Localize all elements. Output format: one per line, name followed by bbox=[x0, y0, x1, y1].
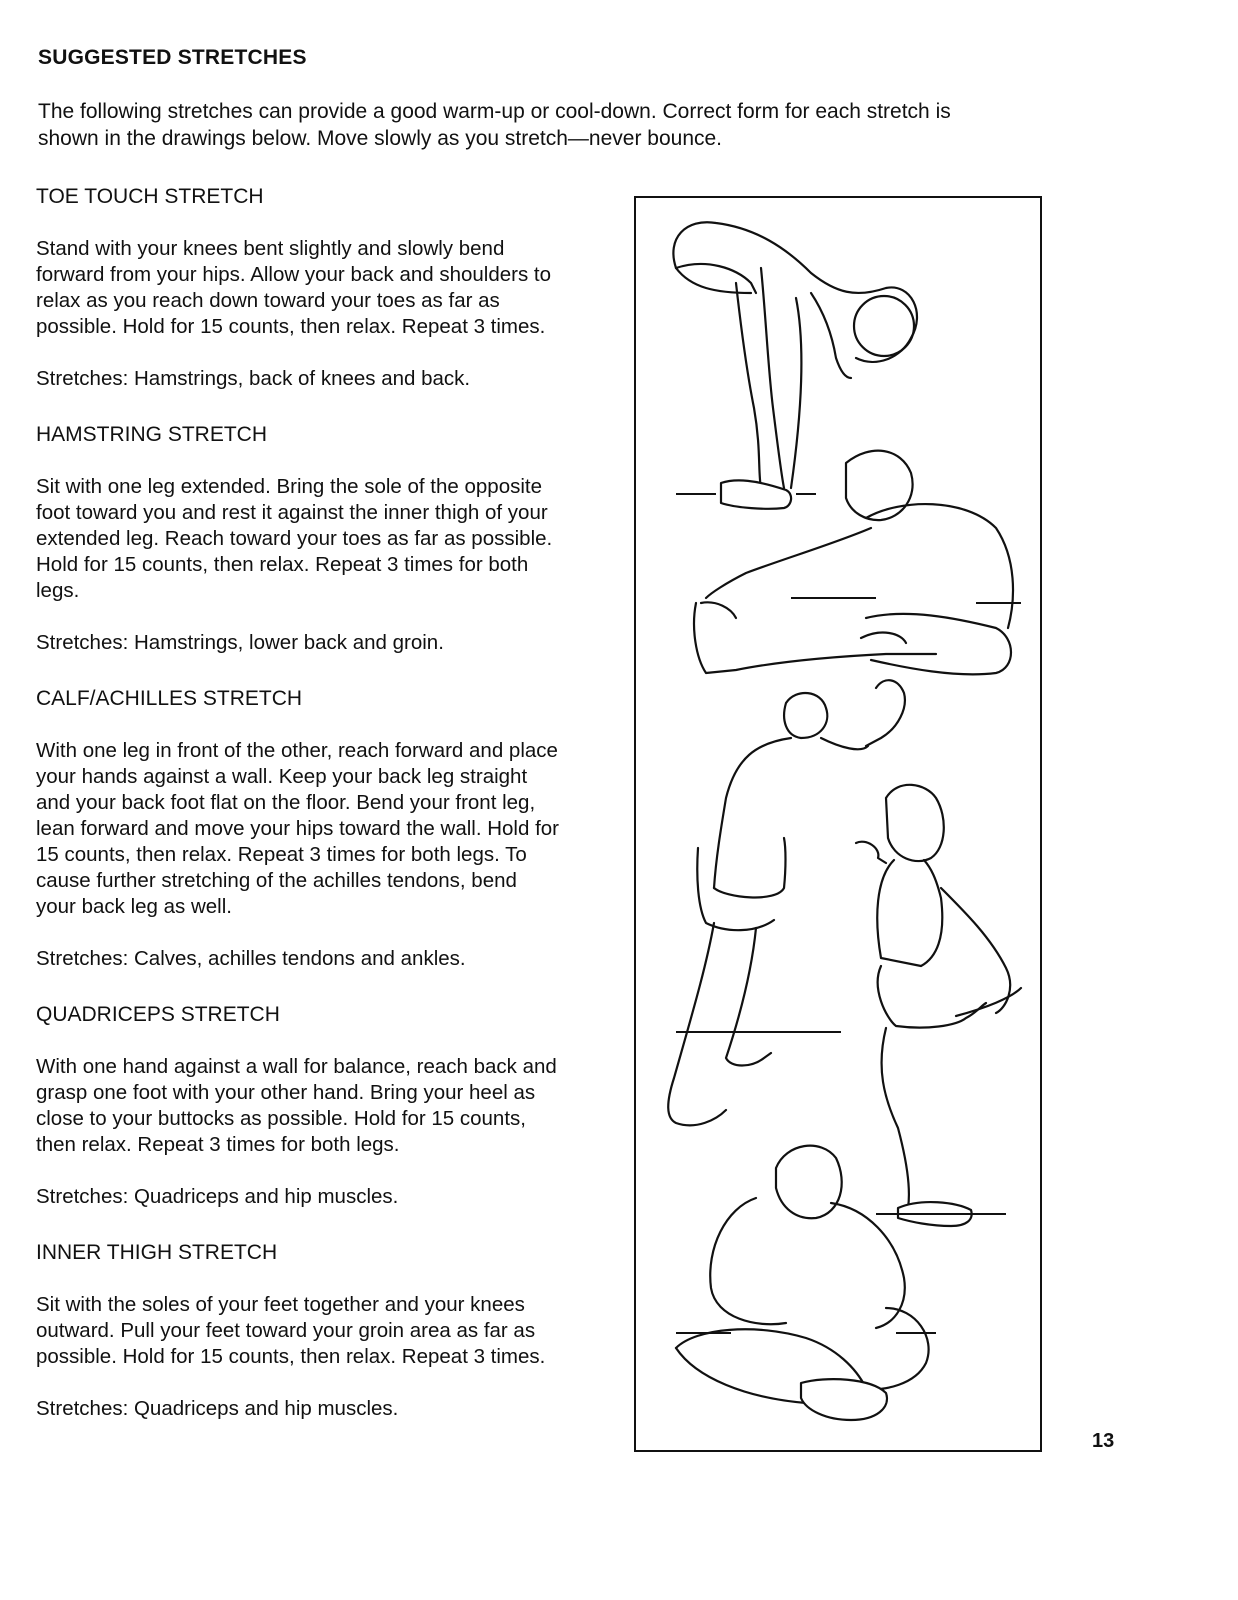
body-line: possible. Hold for 15 counts, then relax. Repeat 3 times. bbox=[36, 315, 546, 338]
page-number: 13 bbox=[1092, 1430, 1115, 1452]
body-line: your hands against a wall. Keep your back leg straight bbox=[36, 765, 528, 788]
inner-thigh-figure-illustration bbox=[676, 1146, 936, 1420]
body-line: With one hand against a wall for balance, reach back and bbox=[36, 1055, 557, 1078]
section-title: CALF/ACHILLES STRETCH bbox=[36, 687, 303, 710]
body-line: Sit with one leg extended. Bring the sole of the opposite bbox=[36, 475, 543, 498]
body-line: Stand with your knees bent slightly and slowly bend bbox=[36, 237, 505, 260]
page-heading: SUGGESTED STRETCHES bbox=[38, 46, 307, 69]
section-body bbox=[36, 474, 611, 604]
body-line: forward from your hips. Allow your back and shoulders to bbox=[36, 263, 552, 286]
section-body bbox=[36, 1292, 611, 1370]
body-line: possible. Hold for 15 counts, then relax. Repeat 3 times. bbox=[36, 1345, 546, 1368]
section-stretches: Stretches: Quadriceps and hip muscles. bbox=[36, 1397, 399, 1420]
body-line: 15 counts, then relax. Repeat 3 times for both legs. To bbox=[36, 843, 527, 866]
toe-touch-figure-illustration bbox=[673, 222, 917, 509]
body-line: then relax. Repeat 3 times for both legs. bbox=[36, 1133, 400, 1156]
stretch-section-inner-thigh bbox=[36, 1240, 611, 1422]
body-line: and your back foot flat on the floor. Bend your front leg, bbox=[36, 791, 536, 814]
body-line: Hold for 15 counts, then relax. Repeat 3 times for both bbox=[36, 553, 529, 576]
intro-line: shown in the drawings below. Move slowly as you stretch—never bounce. bbox=[38, 127, 723, 150]
section-title: HAMSTRING STRETCH bbox=[36, 423, 267, 446]
body-line: your back leg as well. bbox=[36, 895, 232, 918]
calf-achilles-figure-illustration bbox=[668, 680, 905, 1125]
section-title: QUADRICEPS STRETCH bbox=[36, 1003, 280, 1026]
intro-paragraph bbox=[38, 98, 1048, 152]
section-stretches: Stretches: Hamstrings, back of knees and back. bbox=[36, 367, 471, 390]
intro-line: The following stretches can provide a good warm-up or cool-down. Correct form for each stretch is bbox=[38, 100, 951, 123]
section-title: TOE TOUCH STRETCH bbox=[36, 185, 264, 208]
body-line: relax as you reach down toward your toes as far as bbox=[36, 289, 500, 312]
body-line: With one leg in front of the other, reach forward and place bbox=[36, 739, 558, 762]
section-body bbox=[36, 738, 611, 920]
section-body bbox=[36, 1054, 611, 1158]
body-line: legs. bbox=[36, 579, 80, 602]
stretch-section-calf-achilles bbox=[36, 686, 611, 972]
body-line: grasp one foot with your other hand. Bring your heel as bbox=[36, 1081, 536, 1104]
section-stretches: Stretches: Quadriceps and hip muscles. bbox=[36, 1185, 399, 1208]
body-line: Sit with the soles of your feet together and your knees bbox=[36, 1293, 525, 1316]
body-line: outward. Pull your feet toward your groin area as far as bbox=[36, 1319, 536, 1342]
body-line: extended leg. Reach toward your toes as far as possible. bbox=[36, 527, 553, 550]
body-line: close to your buttocks as possible. Hold for 15 counts, bbox=[36, 1107, 526, 1130]
section-stretches: Stretches: Calves, achilles tendons and ankles. bbox=[36, 947, 466, 970]
stretch-illustrations-frame bbox=[634, 196, 1042, 1452]
stretch-illustrations bbox=[636, 198, 1040, 1450]
quadriceps-figure-illustration bbox=[856, 785, 1021, 1226]
body-line: cause further stretching of the achilles tendons, bend bbox=[36, 869, 517, 892]
stretch-instructions bbox=[36, 184, 611, 1452]
stretch-section-toe-touch bbox=[36, 184, 611, 392]
stretch-section-hamstring bbox=[36, 422, 611, 656]
body-line: lean forward and move your hips toward the wall. Hold for bbox=[36, 817, 560, 840]
section-title: INNER THIGH STRETCH bbox=[36, 1241, 278, 1264]
body-line: foot toward you and rest it against the inner thigh of your bbox=[36, 501, 548, 524]
section-stretches: Stretches: Hamstrings, lower back and groin. bbox=[36, 631, 444, 654]
section-body bbox=[36, 236, 611, 340]
stretch-section-quadriceps bbox=[36, 1002, 611, 1210]
